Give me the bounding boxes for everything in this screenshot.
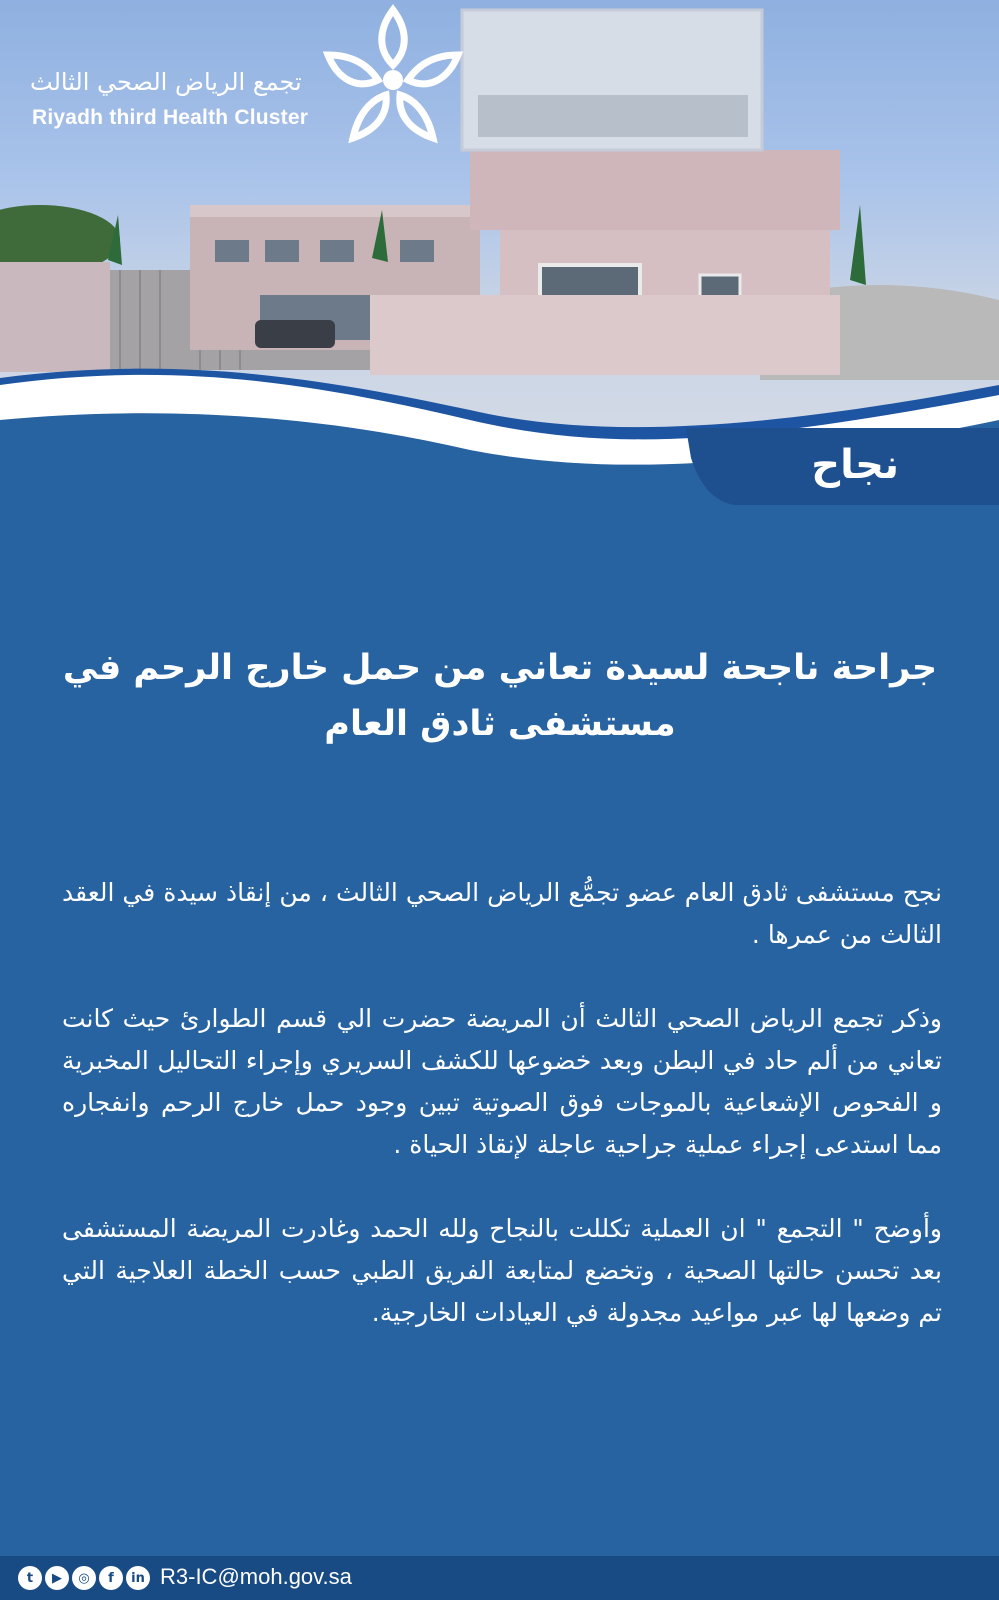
linkedin-icon[interactable]: in bbox=[126, 1566, 150, 1590]
article-paragraph: نجح مستشفى ثادق العام عضو تجمُّع الرياض الصحي الثالث ، من إنقاذ سيدة في العقد الثالث من عمرها . bbox=[62, 878, 942, 949]
organization-logo bbox=[0, 0, 520, 170]
article-title: جراحة ناجحة لسيدة تعاني من حمل خارج الرحم في مستشفى ثادق العام bbox=[62, 648, 938, 744]
flower-logo-icon bbox=[318, 0, 468, 150]
facebook-icon[interactable]: f bbox=[99, 1566, 123, 1590]
instagram-icon[interactable]: ◎ bbox=[72, 1566, 96, 1590]
article-body bbox=[62, 872, 942, 1376]
org-name-english: Riyadh third Health Cluster bbox=[32, 106, 309, 129]
category-badge-label: نجاح bbox=[811, 442, 899, 488]
article-paragraph: وأوضح " التجمع " ان العملية تكللت بالنجاح ولله الحمد وغادرت المريضة المستشفى بعد تحسن حالتها الصحية ، وتخضع لمتابعة الفريق الطبي حسب الخطة العلاجية التي تم وضعها لها عبر مواعيد مجدولة في العيادات الخارجية. bbox=[62, 1214, 942, 1327]
contact-email[interactable]: R3-IC@moh.gov.sa bbox=[160, 1564, 352, 1589]
article-paragraph: وذكر تجمع الرياض الصحي الثالث أن المريضة حضرت الي قسم الطوارئ حيث كانت تعاني من ألم حاد في البطن وبعد خضوعها للكشف السريري وإجراء التحاليل المخبرية و الفحوص الإشعاعية بالموجات فوق الصوتية تبين وجود حمل خارج الرحم وانفجاره مما استدعى إجراء عملية جراحية عاجلة لإنقاذ الحياة . bbox=[62, 1004, 942, 1159]
twitter-icon[interactable]: t bbox=[18, 1566, 42, 1590]
youtube-icon[interactable]: ▶ bbox=[45, 1566, 69, 1590]
hero-photo bbox=[0, 0, 999, 505]
social-links bbox=[18, 1566, 150, 1592]
org-name-arabic: تجمع الرياض الصحي الثالث bbox=[30, 68, 302, 96]
